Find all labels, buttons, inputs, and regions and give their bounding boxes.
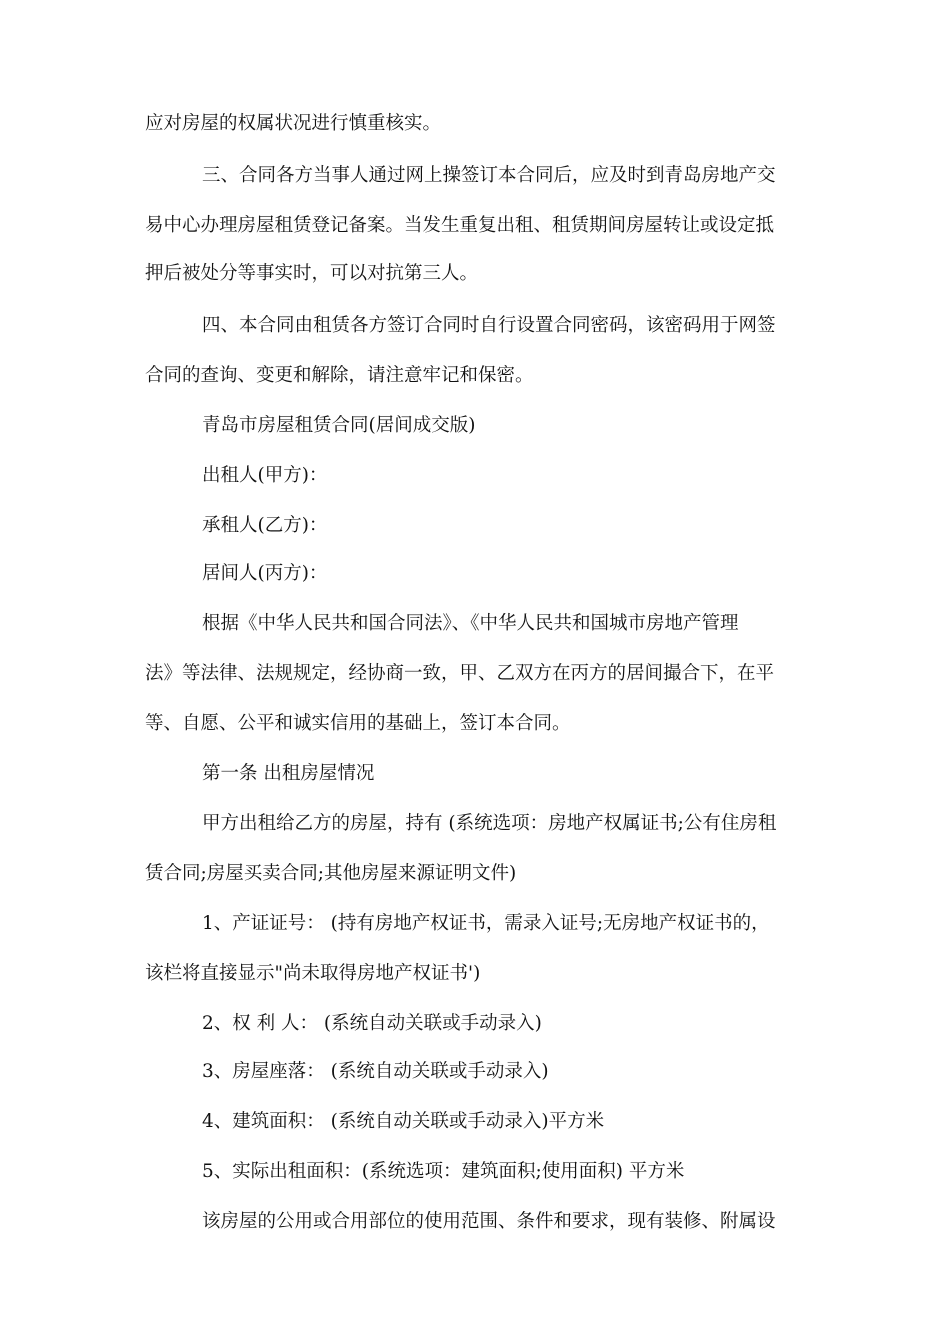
text-line-property-held: 甲方出租给乙方的房屋，持有 (系统选项：房地产权属证书;公有住房租: [202, 813, 777, 834]
item-property-location: 3、房屋座落： (系统自动关联或手动录入): [202, 1061, 549, 1082]
text-line-legal-basis-cont-1: 法》等法律、法规规定，经协商一致，甲、乙双方在丙方的居间撮合下，在平: [145, 663, 775, 684]
text-line-legal-basis-cont-2: 等、自愿、公平和诚实信用的基础上，签订本合同。: [145, 713, 571, 734]
text-line-clause-four: 四、本合同由租赁各方签订合同时自行设置合同密码，该密码用于网签: [202, 315, 776, 336]
text-line-clause-three-cont-2: 押后被处分等事实时，可以对抗第三人。: [145, 263, 479, 284]
text-line-clause-four-cont: 合同的查询、变更和解除，请注意牢记和保密。: [145, 365, 534, 386]
item-building-area: 4、建筑面积： (系统自动关联或手动录入)平方米: [202, 1111, 605, 1132]
text-line-verify-ownership: 应对房屋的权属状况进行慎重核实。: [145, 113, 442, 134]
item-certificate-number-cont: 该栏将直接显示"尚未取得房地产权证书'): [145, 963, 481, 984]
article-one-heading: 第一条 出租房屋情况: [202, 763, 375, 784]
text-line-clause-three-cont-1: 易中心办理房屋租赁登记备案。当发生重复出租、租赁期间房屋转让或设定抵: [145, 215, 775, 236]
item-rights-holder: 2、权 利 人： (系统自动关联或手动录入): [202, 1013, 542, 1034]
text-line-property-held-cont: 赁合同;房屋买卖合同;其他房屋来源证明文件): [145, 863, 517, 884]
text-line-clause-three: 三、合同各方当事人通过网上操签订本合同后，应及时到青岛房地产交: [202, 165, 776, 186]
party-b-lessee: 承租人(乙方)：: [202, 515, 328, 536]
item-certificate-number: 1、产证证号： (持有房地产权证书，需录入证号;无房地产权证书的，: [202, 913, 770, 934]
party-a-lessor: 出租人(甲方)：: [202, 465, 328, 486]
text-line-common-areas: 该房屋的公用或合用部位的使用范围、条件和要求，现有装修、附属设: [202, 1211, 776, 1232]
party-c-intermediary: 居间人(丙方)：: [202, 563, 328, 584]
item-rental-area: 5、实际出租面积：(系统选项：建筑面积;使用面积) 平方米: [202, 1161, 685, 1182]
contract-title: 青岛市房屋租赁合同(居间成交版): [202, 415, 476, 436]
text-line-legal-basis: 根据《中华人民共和国合同法》、《中华人民共和国城市房地产管理: [202, 613, 739, 634]
